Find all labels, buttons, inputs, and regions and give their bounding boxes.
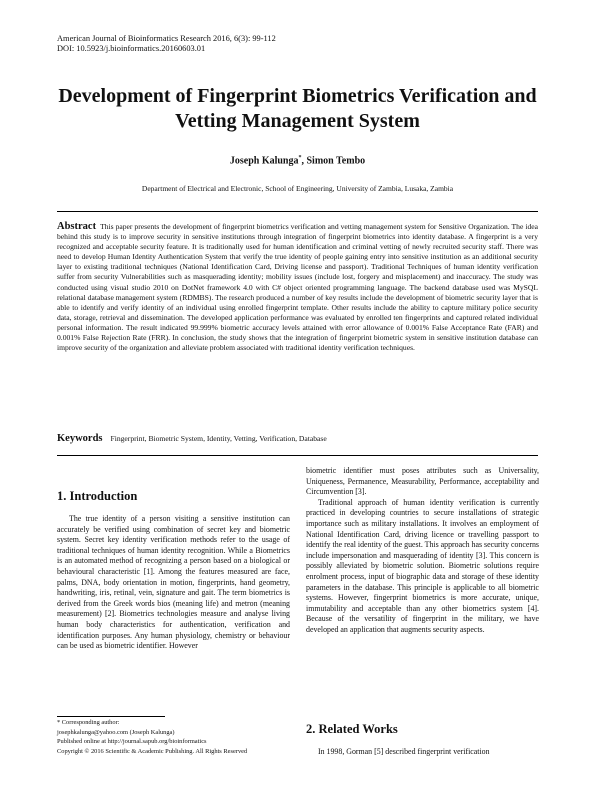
doi-line: DOI: 10.5923/j.bioinformatics.20160603.01	[57, 44, 206, 53]
section-heading-related-works: 2. Related Works	[306, 722, 398, 736]
journal-header	[57, 34, 276, 54]
affiliation: Department of Electrical and Electronic, School of Engineering, University of Zambia, Lusaka, Zambia	[141, 184, 454, 193]
section-heading-introduction: 1. Introduction	[57, 489, 138, 503]
intro-paragraph-1-continued: biometric identifier must poses attributes such as Universality, Uniqueness, Permanence, Measurability, Performance, acceptability and Circumvention [3].	[306, 466, 539, 497]
related-works-text: In 1998, Gorman [5] described fingerprint verification	[318, 747, 490, 756]
first-author: Joseph Kalunga	[229, 155, 299, 167]
journal-line: American Journal of Bioinformatics Research 2016, 6(3): 99-112	[57, 34, 276, 43]
left-column	[57, 514, 290, 652]
corresponding-mark: *	[298, 155, 302, 161]
top-divider	[57, 211, 538, 212]
footnote-corresponding: * Corresponding author:	[57, 719, 120, 726]
footnote-divider	[57, 716, 165, 717]
abstract-text: This paper presents the development of fingerprint biometrics verification and vetting management system for Sensitive Organization. The idea behind this study is to improve security in sensitive institutions through integration of fingerprint biometrics into identity database. A fingerprint is a very recognized and acceptable security feature. It is traditionally used for human identification and criminal vetting of newly recruited security staff. There was need to develop Human Identity Authentication System that verify the true identity of people gaining entry into sensitive institution as an additional security layer to existing traditional techniques (National Identification Card, Driving license and passport). Traditional Techniques of human identity verification suffer from security Vulnerabilities such as masquerading identity; mobility issues (include lost, forgery and misplacement) and inaccuracy. The study was conducted using visual studio 2010 on DotNet framework 4.0 with C# object oriented programming language. The backend database used was MySQL relational database management system (RDMBS). The research produced a number of key results include the development of biometric security layer that is able to identify and verify identity of an individual using enrolled fingerprint template. Other results include the ability to capture military police security data, storage, retrieval and dissemination. The developed application performance was evaluated by enrolled ten fingerprints and captured related individual personal information. The result indicated 99.999% biometric accuracy levels attained with error allowance of 0.001% False Acceptance Rate (FAR) and 0.001% False Rejection Rate (FRR). In conclusion, the study shows that the integration of fingerprint biometric system in sensitive institution database can improve security of the organization and alleviate problem associated with traditional identity verification techniques.	[57, 222, 538, 353]
keywords-label: Keywords	[57, 433, 103, 444]
footnote-email: josephkalunga@yahoo.com (Joseph Kalunga)	[57, 728, 175, 736]
footnote-published: Published online at http://journal.sapub.org/bioinformatics	[57, 738, 207, 746]
author-list	[0, 155, 595, 166]
abstract-label: Abstract	[57, 221, 97, 232]
bottom-divider	[57, 455, 538, 456]
other-authors: , Simon Tembo	[301, 155, 366, 167]
footnote-copyright: Copyright © 2016 Scientific & Academic Publishing. All Rights Reserved	[57, 748, 248, 756]
keywords-text: Fingerprint, Biometric System, Identity, Vetting, Verification, Database	[110, 434, 327, 443]
intro-paragraph-1: The true identity of a person visiting a sensitive institution can accurately be verified using combination of secret key and biometric system. Secret key identity verification methods refer to the usage of traditional techniques of human identity recognition. While a Biometrics is an automated method of recognizing a person based on a biological or behavioural characteristic [1]. Among the features measured are face, palms, DNA, body orientation in motion, fingerprints, hand geometry, handwriting, iris, retinal, vein, signature and gait. The term biometrics is derived from the Greek words bios (meaning life) and metron (meaning measurement) [2]. Biometrics technologies measure and analyse living human body characteristics for authentication, verification and identification purposes. Any human physiology, chemistry or behaviour can be used as biometric identifier. However	[57, 514, 290, 651]
keywords	[57, 433, 327, 444]
right-column	[306, 466, 539, 636]
abstract	[57, 222, 538, 353]
footnote	[57, 718, 247, 757]
intro-paragraph-2: Traditional approach of human identity verification is currently practiced in developing countries to secure installations of strategic importance such as military installations. It involves an employment of National Identification Card, driving licence or travelling passport to identify the real identity of the guest. This approach has security concerns include impersonation and masquerading of identity [3]. This concern is possibly alleviated by biometric solution. Biometric solutions require enrolment process, input of biographic data and storage of these identity parameters in the database. This principle is applicable to all biometric systems. However, fingerprint biometrics is more accurate, unique, immutability and acceptable than any other biometrics system [4]. Because of the versatility of fingerprint in the military, we have developed an application that augments security aspects.	[306, 497, 539, 634]
paper-title: Development of Fingerprint Biometrics Verification and Vetting Management System	[58, 85, 537, 132]
